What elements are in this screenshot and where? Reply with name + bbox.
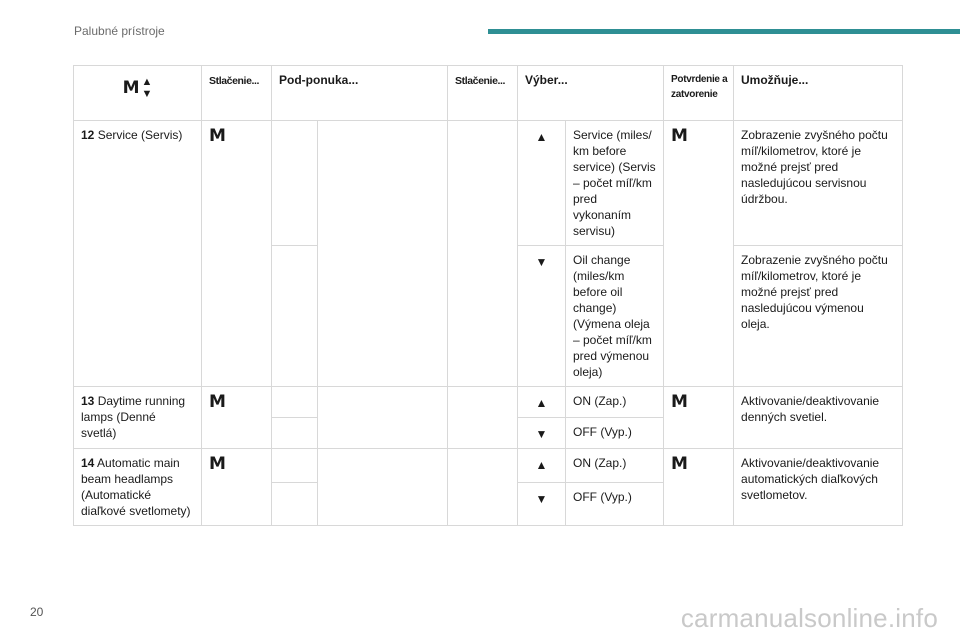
arrow-up-icon: ▲ (535, 458, 548, 472)
description-cell: Aktivovanie/deaktivovanie automatických diaľkových svetlometov. (734, 449, 903, 526)
menu-table (73, 65, 903, 526)
option-cell: ON (Zap.) (566, 449, 664, 483)
m-press-cell (202, 449, 272, 526)
mode-header-cell (74, 66, 202, 121)
arrow-up-icon: ▲ (141, 76, 153, 88)
m-press-cell (202, 121, 272, 387)
arrow-up-icon: ▲ (535, 130, 548, 144)
table-header-row (74, 66, 903, 121)
col-press-1: Stlačenie... (202, 66, 272, 121)
col-submenu: Pod-ponuka... (272, 66, 448, 121)
watermark: carmanualsonline.info (680, 603, 938, 633)
header-accent-bar (488, 29, 960, 34)
function-cell: 13 Daytime running lamps (Denné svetlá) (74, 387, 202, 449)
option-cell: Service (miles/ km before service) (Servis – počet míľ/km pred vykonaním servisu) (566, 121, 664, 246)
description-cell: Zobrazenie zvyšného počtu míľ/kilometrov, ktoré je možné prejsť pred nasledujúcou servisnou údržbou. (734, 121, 903, 246)
option-cell: OFF (Vyp.) (566, 482, 664, 525)
confirm-cell (664, 449, 734, 526)
arrow-down-icon: ▼ (535, 427, 548, 441)
option-cell: OFF (Vyp.) (566, 418, 664, 449)
table-row (74, 121, 903, 246)
function-cell: 12 Service (Servis) (74, 121, 202, 387)
function-cell: 14 Automatic main beam headlamps (Automatické diaľkové svetlomety) (74, 449, 202, 526)
arrow-up-icon: ▲ (535, 396, 548, 410)
col-select: Výber... (518, 66, 664, 121)
m-button-icon: M (209, 392, 226, 412)
description-cell: Zobrazenie zvyšného počtu míľ/kilometrov, ktoré je možné prejsť pred nasledujúcou výmenou oleja. (734, 246, 903, 387)
option-cell: Oil change (miles/km before oil change) (Výmena oleja – počet míľ/km pred výmenou oleja) (566, 246, 664, 387)
m-button-icon: M (671, 392, 688, 412)
m-button-icon: M (209, 126, 226, 146)
table-row (74, 387, 903, 418)
arrow-down-icon: ▼ (141, 88, 153, 100)
arrow-down-icon: ▼ (535, 491, 548, 506)
description-cell: Aktivovanie/deaktivovanie denných svetiel. (734, 387, 903, 449)
m-press-cell (202, 387, 272, 449)
m-button-icon: M (209, 454, 226, 474)
col-allows: Umožňuje... (734, 66, 903, 121)
table-row (74, 449, 903, 483)
col-press-2: Stlačenie... (448, 66, 518, 121)
m-button-icon: M (122, 78, 140, 98)
m-button-icon: M (671, 126, 688, 146)
col-confirm: Potvrdenie a zatvorenie (664, 66, 734, 121)
m-button-icon: M (671, 454, 688, 474)
option-cell: ON (Zap.) (566, 387, 664, 418)
confirm-cell (664, 121, 734, 387)
confirm-cell (664, 387, 734, 449)
arrow-down-icon: ▼ (535, 255, 548, 269)
section-title: Palubné prístroje (74, 24, 165, 38)
page-number: 20 (30, 605, 44, 619)
